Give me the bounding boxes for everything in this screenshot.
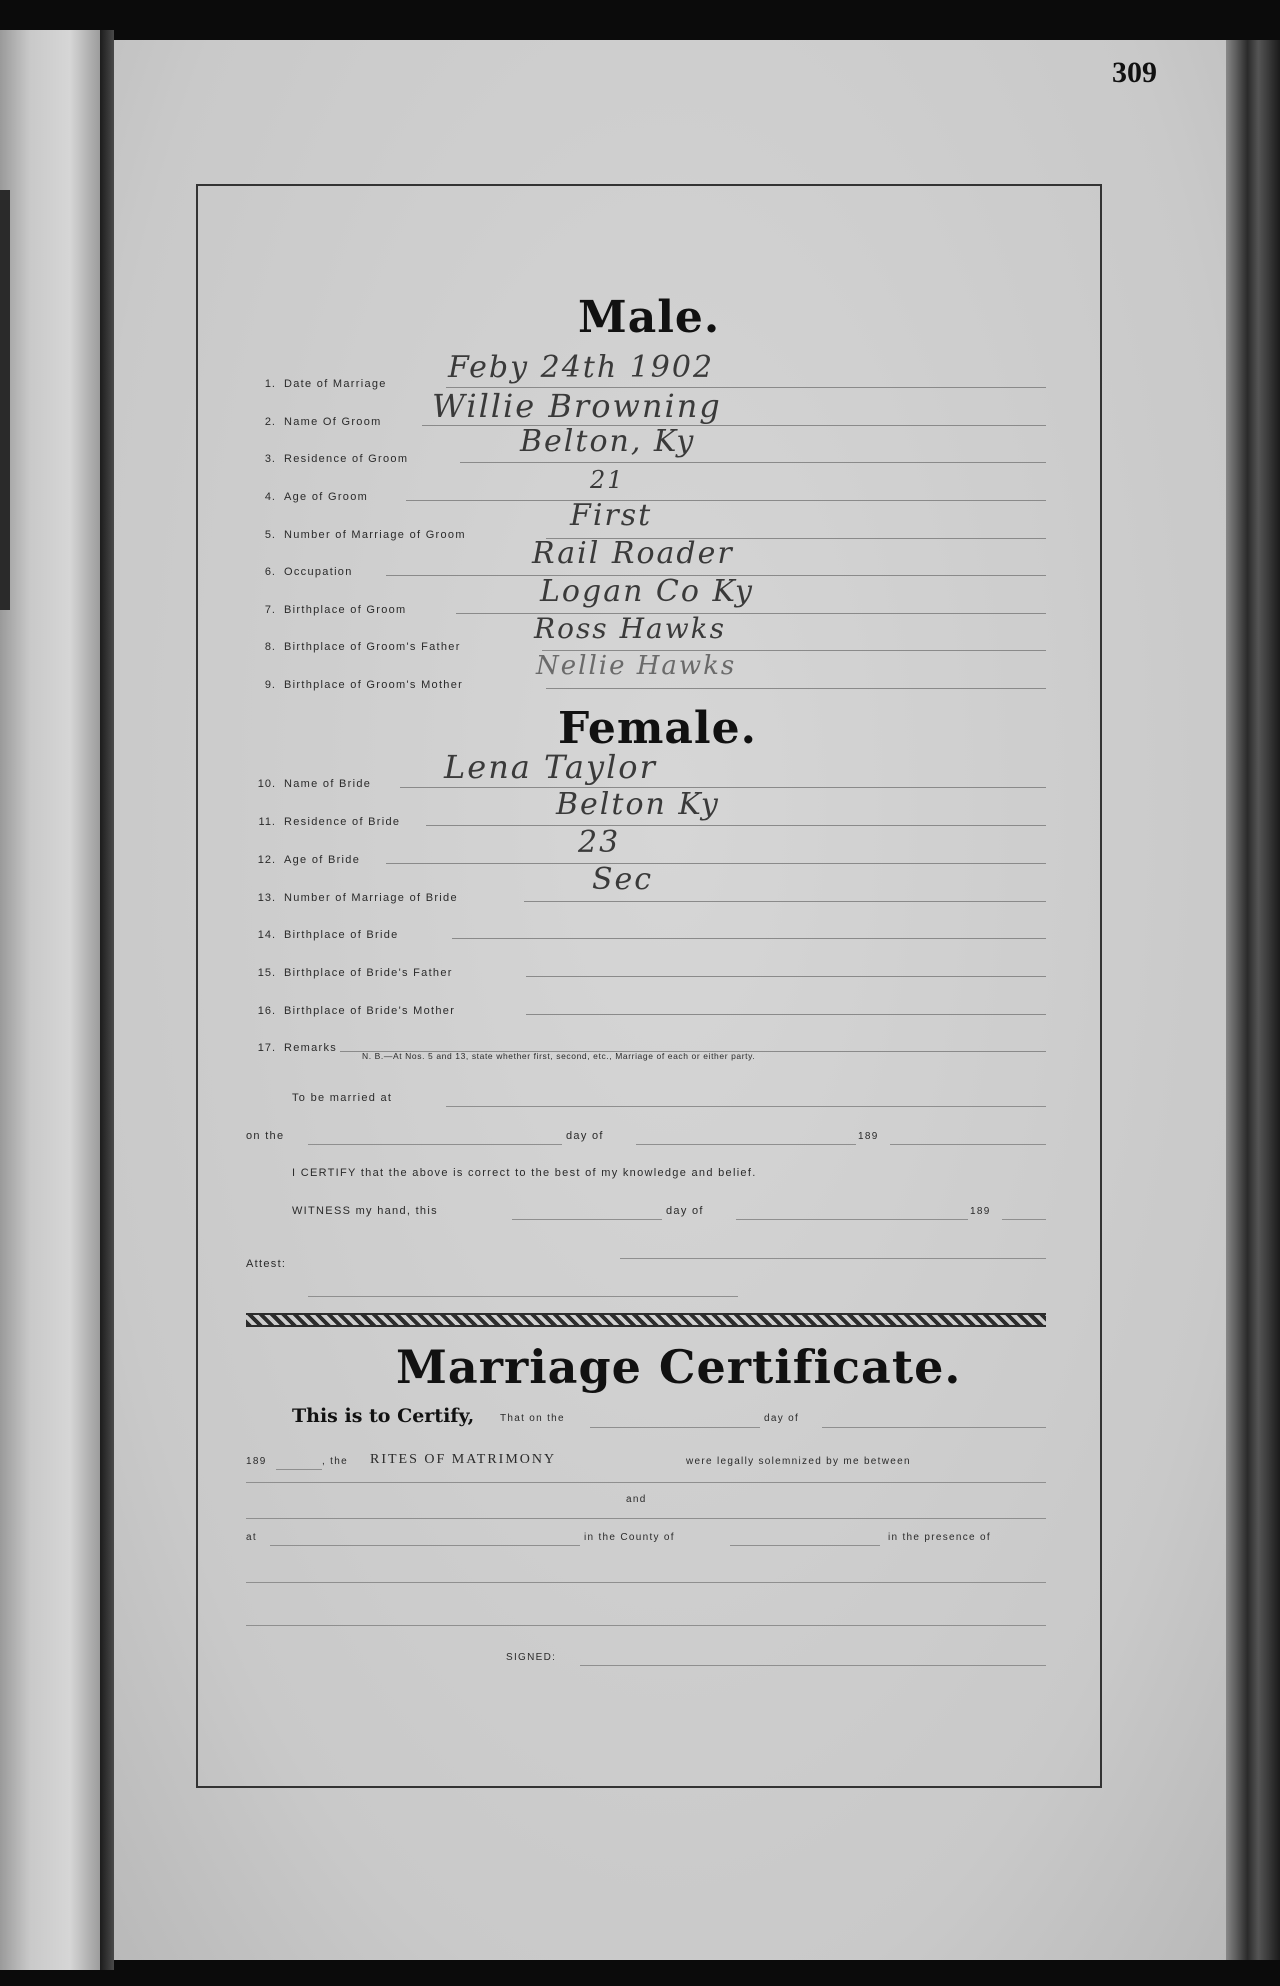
signed-label: SIGNED: [506,1652,557,1663]
field-label: Age of Bride [284,854,361,866]
handwritten-grooms-mother: Nellie Hawks [536,651,737,681]
book-gutter [100,30,114,1970]
party-line-2 [246,1518,1046,1519]
field-number: 12. [257,854,276,866]
handwritten-groom-age: 21 [590,466,625,494]
field-number: 4. [264,491,276,503]
rites-of-matrimony: RITES OF MATRIMONY [370,1452,557,1467]
attest-label: Attest: [246,1258,287,1270]
handwritten-date-of-marriage: Feby 24th 1902 [448,350,715,385]
field-line [526,976,1046,977]
handwritten-bride-marriage-number: Sec [592,862,654,897]
field-number: 17. [257,1042,276,1054]
field-number: 2. [264,416,276,428]
witness-label: WITNESS my hand, this [292,1205,438,1217]
field-number: 14. [257,929,276,941]
handwritten-groom-marriage-number: First [570,498,653,533]
at-label: at [246,1532,257,1543]
section-divider [246,1313,1046,1327]
field-line [422,425,1046,426]
handwritten-bride-name: Lena Taylor [444,748,657,786]
cert-the-label: , the [322,1456,348,1467]
on-the-label: on the [246,1130,285,1142]
field-label: Birthplace of Groom's Mother [284,679,464,691]
field-row-birthplace-of-brides-father [250,951,1046,981]
handwritten-bride-age: 23 [578,825,621,860]
field-label: Date of Marriage [284,378,387,390]
field-line [386,863,1046,864]
field-line [526,1014,1046,1015]
that-on-the-label: That on the [500,1413,565,1424]
handwritten-occupation: Rail Roader [532,536,734,571]
handwritten-groom-name: Willie Browning [432,387,722,425]
field-label: Number of Marriage of Bride [284,892,458,904]
field-number: 1. [264,378,276,390]
solemnized-label: were legally solemnized by me between [686,1456,911,1467]
cert-day-of-label: day of [764,1413,800,1424]
field-label: Birthplace of Bride's Father [284,967,453,979]
field-number: 8. [264,641,276,653]
handwritten-bride-residence: Belton Ky [556,787,720,822]
field-line [426,825,1046,826]
presence-label: in the presence of [888,1532,991,1543]
witness-year-line [1002,1219,1046,1220]
cert-year-line [276,1469,322,1470]
field-number: 11. [258,816,276,828]
attest-line-2 [308,1296,738,1297]
field-number: 16. [257,1005,276,1017]
to-be-married-label: To be married at [292,1092,393,1104]
year-line [890,1144,1046,1145]
field-label: Age of Groom [284,491,369,503]
field-label: Residence of Bride [284,816,401,828]
male-heading: Male. [578,292,721,343]
field-label: Birthplace of Groom's Father [284,641,461,653]
female-heading: Female. [558,703,757,754]
field-label: Number of Marriage of Groom [284,529,466,541]
signed-line [580,1665,1046,1666]
day-of-label: day of [566,1130,604,1142]
cert-year-prefix: 189 [246,1456,267,1467]
attest-line-1 [620,1258,1046,1259]
handwritten-grooms-father: Ross Hawks [534,612,726,645]
field-number: 10. [257,778,276,790]
field-row-birthplace-of-bride [250,913,1046,943]
handwritten-groom-residence: Belton, Ky [520,424,696,459]
field-label: Remarks [284,1042,338,1054]
field-label: Name of Bride [284,778,372,790]
cert-day-line [590,1427,760,1428]
year-prefix-label: 189 [858,1131,879,1142]
field-number: 7. [264,604,276,616]
witness-year-prefix: 189 [970,1206,991,1217]
field-line [452,938,1046,939]
handwritten-groom-birthplace: Logan Co Ky [540,574,754,609]
field-number: 3. [264,453,276,465]
field-number: 5. [264,529,276,541]
field-number: 13. [257,892,276,904]
on-the-line [308,1144,562,1145]
witness-month-line [736,1219,968,1220]
field-label: Birthplace of Bride [284,929,399,941]
field-number: 15. [257,967,276,979]
adjacent-page-scan [0,30,100,1970]
witness-day-line [512,1219,662,1220]
party-line-1 [246,1482,1046,1483]
field-line [546,688,1046,689]
cert-month-line [822,1427,1046,1428]
field-label: Residence of Groom [284,453,409,465]
field-number: 6. [264,566,276,578]
at-line [270,1545,580,1546]
witness-day-of-label: day of [666,1205,704,1217]
page-edge [1226,40,1280,1960]
instruction-note: N. B.—At Nos. 5 and 13, state whether first, second, etc., Marriage of each or either party. [362,1051,756,1061]
county-line [730,1545,880,1546]
witness-line-2 [246,1625,1046,1626]
field-line [524,901,1046,902]
and-label: and [626,1494,647,1505]
certify-statement: I CERTIFY that the above is correct to the best of my knowledge and belief. [292,1167,757,1179]
day-of-line [636,1144,856,1145]
certify-lead: This is to Certify, [292,1405,475,1427]
field-line [400,787,1046,788]
county-label: in the County of [584,1532,675,1543]
field-number: 9. [264,679,276,691]
field-line [460,462,1046,463]
witness-line-1 [246,1582,1046,1583]
page-number: 309 [1112,56,1157,89]
field-label: Birthplace of Groom [284,604,407,616]
field-label: Name Of Groom [284,416,382,428]
certificate-heading: Marriage Certificate. [396,1340,962,1394]
field-row-birthplace-of-brides-mother [250,989,1046,1019]
to-be-married-line [446,1106,1046,1107]
field-label: Occupation [284,566,353,578]
field-label: Birthplace of Bride's Mother [284,1005,456,1017]
field-line [406,500,1046,501]
